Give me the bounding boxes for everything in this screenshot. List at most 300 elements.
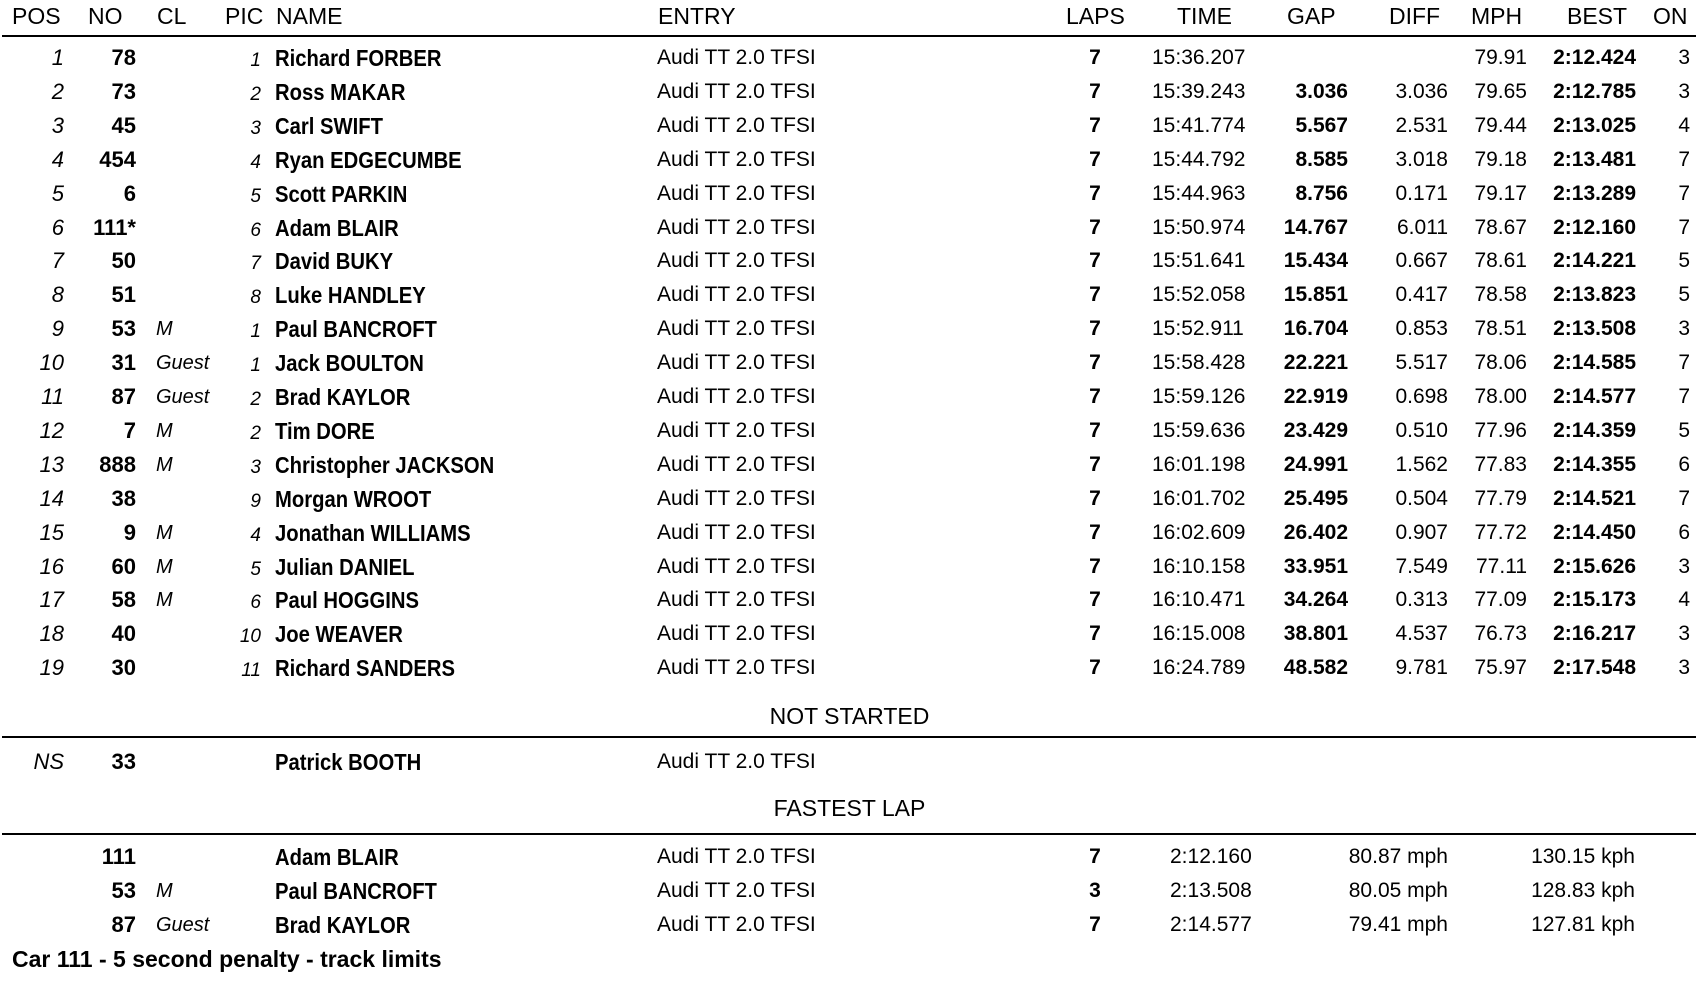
gap-cell: 16.704 bbox=[1283, 317, 1348, 341]
gap-cell: 34.264 bbox=[1283, 588, 1348, 612]
best-lap-cell: 2:14.221 bbox=[1553, 249, 1636, 273]
driver-name: Brad KAYLOR bbox=[275, 912, 411, 938]
speed-mph-cell: 79.41 mph bbox=[1348, 913, 1448, 936]
car-number-cell: 73 bbox=[111, 78, 136, 104]
header-divider bbox=[2, 35, 1696, 37]
lap-cell: 7 bbox=[1089, 845, 1101, 868]
best-lap-cell: 2:12.785 bbox=[1553, 79, 1636, 103]
gap-cell: 24.991 bbox=[1283, 452, 1348, 476]
laps-cell: 7 bbox=[1089, 520, 1101, 544]
driver-name: Julian DANIEL bbox=[275, 553, 415, 580]
entry-cell: Audi TT 2.0 TFSI bbox=[657, 486, 816, 510]
car-number-cell: 78 bbox=[111, 45, 136, 70]
driver-name: Morgan WROOT bbox=[275, 485, 432, 512]
diff-cell: 1.562 bbox=[1395, 452, 1448, 476]
car-number-cell: 30 bbox=[111, 655, 136, 681]
driver-name-cell bbox=[275, 177, 425, 211]
entry-cell: Audi TT 2.0 TFSI bbox=[657, 181, 816, 205]
time-cell: 15:44.792 bbox=[1152, 147, 1246, 171]
lap-time-cell: 2:12.160 bbox=[1170, 845, 1252, 868]
driver-name: Scott PARKIN bbox=[275, 180, 408, 207]
gap-cell: 14.767 bbox=[1283, 215, 1348, 239]
time-cell: 15:58.428 bbox=[1152, 351, 1246, 375]
car-number-cell: 6 bbox=[123, 180, 136, 206]
best-lap-cell: 2:14.355 bbox=[1553, 452, 1636, 476]
class-cell: M bbox=[156, 453, 173, 476]
mph-cell: 78.06 bbox=[1474, 351, 1527, 375]
header-mph: MPH bbox=[1471, 3, 1523, 29]
best-lap-cell: 2:13.025 bbox=[1553, 113, 1636, 137]
driver-name-cell bbox=[275, 109, 398, 143]
best-lap-on-cell: 7 bbox=[1678, 181, 1690, 205]
car-number-cell: 9 bbox=[123, 519, 136, 545]
driver-name: Paul HOGGINS bbox=[275, 587, 419, 614]
best-lap-on-cell: 4 bbox=[1678, 113, 1690, 137]
time-cell: 16:10.158 bbox=[1152, 554, 1246, 578]
position-cell: 7 bbox=[51, 248, 64, 274]
gap-cell: 15.851 bbox=[1283, 283, 1348, 307]
best-lap-cell: 2:12.160 bbox=[1553, 215, 1636, 239]
position-in-class-cell: 7 bbox=[250, 253, 261, 275]
car-number-cell: 454 bbox=[99, 146, 136, 172]
not-started-divider bbox=[2, 736, 1696, 738]
driver-name-cell bbox=[275, 346, 444, 380]
best-lap-on-cell: 7 bbox=[1678, 147, 1690, 171]
header-gap: GAP bbox=[1287, 3, 1336, 29]
position-cell: 14 bbox=[39, 485, 64, 511]
position-cell: 6 bbox=[51, 214, 64, 240]
driver-name-cell bbox=[275, 414, 388, 448]
result-row bbox=[0, 448, 1699, 482]
driver-name-cell bbox=[275, 745, 441, 779]
result-row bbox=[0, 312, 1699, 346]
driver-name-cell bbox=[275, 908, 429, 942]
class-cell: M bbox=[156, 318, 173, 341]
position-cell: 5 bbox=[51, 180, 64, 206]
gap-cell: 26.402 bbox=[1283, 520, 1348, 544]
position-in-class-cell: 5 bbox=[250, 185, 261, 207]
result-row bbox=[0, 583, 1699, 617]
driver-name-cell bbox=[275, 75, 423, 109]
mph-cell: 78.61 bbox=[1474, 249, 1527, 273]
best-lap-on-cell: 3 bbox=[1678, 46, 1690, 69]
header-pic: PIC bbox=[225, 3, 264, 29]
entry-cell: Audi TT 2.0 TFSI bbox=[657, 418, 816, 442]
position-in-class-cell: 3 bbox=[250, 117, 261, 139]
mph-cell: 79.17 bbox=[1474, 181, 1527, 205]
time-cell: 15:59.636 bbox=[1152, 418, 1246, 442]
class-cell: Guest bbox=[156, 914, 210, 936]
position-in-class-cell: 11 bbox=[241, 660, 261, 682]
driver-name-cell bbox=[275, 143, 487, 177]
best-lap-cell: 2:12.424 bbox=[1553, 46, 1636, 69]
best-lap-cell: 2:14.521 bbox=[1553, 486, 1636, 510]
laps-cell: 7 bbox=[1089, 181, 1101, 205]
driver-name: Luke HANDLEY bbox=[275, 282, 426, 309]
entry-cell: Audi TT 2.0 TFSI bbox=[657, 147, 816, 171]
position-in-class-cell: 2 bbox=[250, 389, 261, 410]
driver-name: Paul BANCROFT bbox=[275, 878, 437, 904]
driver-name-cell bbox=[275, 380, 429, 414]
time-cell: 15:36.207 bbox=[1152, 46, 1246, 69]
mph-cell: 78.00 bbox=[1474, 385, 1527, 408]
driver-name-cell bbox=[275, 516, 497, 550]
diff-cell: 3.036 bbox=[1395, 79, 1448, 103]
time-cell: 15:59.126 bbox=[1152, 385, 1246, 408]
driver-name: Richard FORBER bbox=[275, 45, 442, 71]
header-name: NAME bbox=[276, 3, 343, 29]
result-row bbox=[0, 244, 1699, 278]
header-time: TIME bbox=[1177, 3, 1232, 29]
laps-cell: 7 bbox=[1089, 317, 1101, 341]
position-cell: 2 bbox=[51, 78, 64, 104]
car-number-cell: 51 bbox=[111, 282, 136, 308]
entry-cell: Audi TT 2.0 TFSI bbox=[657, 317, 816, 341]
not-started-title: NOT STARTED bbox=[769, 703, 930, 729]
driver-name-cell bbox=[275, 617, 420, 651]
result-row bbox=[0, 143, 1699, 177]
car-number-cell: 53 bbox=[111, 316, 136, 342]
position-in-class-cell: 10 bbox=[239, 626, 261, 648]
position-cell: 8 bbox=[51, 282, 64, 308]
result-row bbox=[0, 516, 1699, 550]
laps-cell: 7 bbox=[1089, 147, 1101, 171]
best-lap-on-cell: 4 bbox=[1678, 588, 1690, 612]
position-cell: 18 bbox=[39, 621, 64, 647]
position-in-class-cell: 6 bbox=[250, 592, 261, 614]
best-lap-on-cell: 7 bbox=[1678, 351, 1690, 375]
gap-cell: 22.221 bbox=[1283, 351, 1348, 375]
driver-name: Tim DORE bbox=[275, 417, 375, 444]
driver-name: Adam BLAIR bbox=[275, 214, 399, 241]
driver-name: Patrick BOOTH bbox=[275, 749, 422, 775]
result-row bbox=[0, 380, 1699, 414]
best-lap-cell: 2:14.585 bbox=[1553, 351, 1636, 375]
best-lap-on-cell: 5 bbox=[1678, 418, 1690, 442]
lap-time-cell: 2:13.508 bbox=[1170, 879, 1252, 902]
driver-name: Adam BLAIR bbox=[275, 844, 399, 870]
entry-cell: Audi TT 2.0 TFSI bbox=[657, 845, 816, 868]
laps-cell: 7 bbox=[1089, 215, 1101, 239]
driver-name: Brad KAYLOR bbox=[275, 384, 411, 410]
speed-kph-cell: 127.81 kph bbox=[1531, 913, 1635, 936]
diff-cell: 7.549 bbox=[1395, 554, 1448, 578]
best-lap-on-cell: 5 bbox=[1678, 249, 1690, 273]
laps-cell: 7 bbox=[1089, 385, 1101, 408]
laps-cell: 7 bbox=[1089, 554, 1101, 578]
best-lap-cell: 2:14.577 bbox=[1553, 385, 1636, 408]
fastest-lap-divider bbox=[2, 833, 1696, 835]
result-row bbox=[0, 617, 1699, 651]
diff-cell: 4.537 bbox=[1395, 622, 1448, 646]
mph-cell: 79.65 bbox=[1474, 79, 1527, 103]
position-cell: 3 bbox=[51, 112, 64, 138]
class-cell: M bbox=[156, 589, 173, 612]
class-cell: Guest bbox=[156, 386, 210, 408]
laps-cell: 7 bbox=[1089, 418, 1101, 442]
driver-name: Joe WEAVER bbox=[275, 621, 403, 648]
mph-cell: 76.73 bbox=[1474, 622, 1527, 646]
time-cell: 16:01.702 bbox=[1152, 486, 1246, 510]
laps-cell: 7 bbox=[1089, 46, 1101, 69]
result-row bbox=[0, 41, 1699, 75]
driver-name-cell bbox=[275, 278, 446, 312]
entry-cell: Audi TT 2.0 TFSI bbox=[657, 79, 816, 103]
position-cell: 13 bbox=[39, 451, 64, 477]
best-lap-on-cell: 6 bbox=[1678, 452, 1690, 476]
position-in-class-cell: 2 bbox=[250, 422, 261, 444]
position-in-class-cell: 1 bbox=[250, 50, 261, 71]
lap-cell: 3 bbox=[1089, 879, 1101, 902]
time-cell: 15:52.058 bbox=[1152, 283, 1246, 307]
position-cell: 19 bbox=[39, 655, 64, 681]
best-lap-cell: 2:14.359 bbox=[1553, 418, 1636, 442]
mph-cell: 77.09 bbox=[1474, 588, 1527, 612]
time-cell: 15:51.641 bbox=[1152, 249, 1246, 273]
car-number-cell: 111* bbox=[93, 214, 136, 240]
header-on: ON bbox=[1653, 3, 1688, 29]
position-in-class-cell: 2 bbox=[250, 83, 261, 105]
best-lap-cell: 2:14.450 bbox=[1553, 520, 1636, 544]
car-number-cell: 31 bbox=[111, 350, 136, 376]
time-cell: 16:01.198 bbox=[1152, 452, 1246, 476]
car-number-cell: 38 bbox=[111, 485, 136, 511]
diff-cell: 0.853 bbox=[1395, 317, 1448, 341]
time-cell: 15:44.963 bbox=[1152, 181, 1246, 205]
mph-cell: 79.44 bbox=[1474, 113, 1527, 137]
entry-cell: Audi TT 2.0 TFSI bbox=[657, 520, 816, 544]
driver-name: Richard SANDERS bbox=[275, 655, 455, 682]
best-lap-on-cell: 3 bbox=[1678, 554, 1690, 578]
not-started-row bbox=[0, 745, 1699, 779]
class-cell: Guest bbox=[156, 352, 210, 375]
car-number-cell: 33 bbox=[111, 749, 136, 774]
position-cell: 1 bbox=[51, 45, 64, 70]
class-cell: M bbox=[156, 521, 173, 544]
result-row bbox=[0, 414, 1699, 448]
best-lap-cell: 2:13.508 bbox=[1553, 317, 1636, 341]
speed-kph-cell: 130.15 kph bbox=[1531, 845, 1635, 868]
diff-cell: 0.667 bbox=[1395, 249, 1448, 273]
position-in-class-cell: 1 bbox=[250, 321, 261, 343]
lap-time-cell: 2:14.577 bbox=[1170, 913, 1252, 936]
gap-cell: 25.495 bbox=[1283, 486, 1348, 510]
time-cell: 15:39.243 bbox=[1152, 79, 1246, 103]
entry-cell: Audi TT 2.0 TFSI bbox=[657, 249, 816, 273]
diff-cell: 3.018 bbox=[1395, 147, 1448, 171]
time-cell: 15:41.774 bbox=[1152, 113, 1246, 137]
header-best: BEST bbox=[1567, 3, 1628, 29]
driver-name-cell bbox=[275, 41, 464, 75]
diff-cell: 0.417 bbox=[1395, 283, 1448, 307]
fastest-lap-title: FASTEST LAP bbox=[773, 795, 926, 821]
header-laps: LAPS bbox=[1066, 3, 1125, 29]
driver-name: Jonathan WILLIAMS bbox=[275, 519, 471, 546]
result-row bbox=[0, 550, 1699, 584]
driver-name-cell bbox=[275, 651, 479, 685]
diff-cell: 0.504 bbox=[1395, 486, 1448, 510]
mph-cell: 79.91 bbox=[1474, 46, 1527, 69]
gap-cell: 5.567 bbox=[1295, 113, 1348, 137]
entry-cell: Audi TT 2.0 TFSI bbox=[657, 622, 816, 646]
entry-cell: Audi TT 2.0 TFSI bbox=[657, 750, 816, 773]
best-lap-on-cell: 7 bbox=[1678, 486, 1690, 510]
diff-cell: 2.531 bbox=[1395, 113, 1448, 137]
best-lap-on-cell: 3 bbox=[1678, 317, 1690, 341]
position-cell: 11 bbox=[41, 384, 64, 409]
position-cell: 9 bbox=[51, 316, 64, 342]
mph-cell: 77.79 bbox=[1474, 486, 1527, 510]
mph-cell: 79.18 bbox=[1474, 147, 1527, 171]
fastest-lap-row bbox=[0, 908, 1699, 942]
best-lap-on-cell: 7 bbox=[1678, 215, 1690, 239]
position-cell: NS bbox=[33, 749, 64, 774]
best-lap-on-cell: 6 bbox=[1678, 520, 1690, 544]
header-no: NO bbox=[88, 3, 123, 29]
driver-name-cell bbox=[275, 482, 453, 516]
laps-cell: 7 bbox=[1089, 588, 1101, 612]
penalty-note: Car 111 - 5 second penalty - track limits bbox=[12, 946, 442, 972]
car-number-cell: 87 bbox=[111, 912, 136, 937]
car-number-cell: 53 bbox=[111, 878, 136, 903]
driver-name: Carl SWIFT bbox=[275, 112, 383, 139]
laps-cell: 7 bbox=[1089, 452, 1101, 476]
entry-cell: Audi TT 2.0 TFSI bbox=[657, 283, 816, 307]
best-lap-on-cell: 7 bbox=[1678, 385, 1690, 408]
mph-cell: 77.83 bbox=[1474, 452, 1527, 476]
entry-cell: Audi TT 2.0 TFSI bbox=[657, 879, 816, 902]
position-cell: 17 bbox=[39, 587, 64, 613]
laps-cell: 7 bbox=[1089, 656, 1101, 680]
mph-cell: 77.11 bbox=[1476, 554, 1527, 578]
driver-name: Christopher JACKSON bbox=[275, 451, 495, 478]
best-lap-cell: 2:15.173 bbox=[1553, 588, 1636, 612]
laps-cell: 7 bbox=[1089, 283, 1101, 307]
diff-cell: 0.698 bbox=[1395, 385, 1448, 408]
position-in-class-cell: 4 bbox=[250, 524, 261, 546]
position-in-class-cell: 6 bbox=[250, 219, 261, 241]
position-cell: 4 bbox=[51, 146, 64, 172]
class-cell: M bbox=[156, 555, 173, 578]
speed-kph-cell: 128.83 kph bbox=[1531, 879, 1635, 902]
time-cell: 15:50.974 bbox=[1152, 215, 1246, 239]
result-row bbox=[0, 75, 1699, 109]
mph-cell: 77.72 bbox=[1474, 520, 1527, 544]
diff-cell: 0.313 bbox=[1395, 588, 1448, 612]
best-lap-on-cell: 3 bbox=[1678, 79, 1690, 103]
best-lap-cell: 2:13.289 bbox=[1553, 181, 1636, 205]
position-in-class-cell: 4 bbox=[250, 151, 261, 173]
header-entry: ENTRY bbox=[658, 3, 736, 29]
driver-name-cell bbox=[275, 244, 409, 278]
result-row bbox=[0, 109, 1699, 143]
position-cell: 15 bbox=[39, 519, 64, 545]
mph-cell: 75.97 bbox=[1474, 656, 1527, 680]
driver-name-cell bbox=[275, 448, 524, 482]
result-row bbox=[0, 177, 1699, 211]
driver-name-cell bbox=[275, 550, 433, 584]
entry-cell: Audi TT 2.0 TFSI bbox=[657, 656, 816, 680]
diff-cell: 0.510 bbox=[1395, 418, 1448, 442]
time-cell: 15:52.911 bbox=[1152, 317, 1244, 341]
diff-cell: 9.781 bbox=[1395, 656, 1448, 680]
time-cell: 16:10.471 bbox=[1152, 588, 1246, 612]
car-number-cell: 87 bbox=[111, 384, 136, 409]
position-cell: 12 bbox=[39, 417, 64, 443]
car-number-cell: 60 bbox=[111, 553, 136, 579]
car-number-cell: 7 bbox=[123, 417, 136, 443]
diff-cell: 0.171 bbox=[1395, 181, 1448, 205]
speed-mph-cell: 80.87 mph bbox=[1348, 845, 1448, 868]
car-number-cell: 58 bbox=[111, 587, 136, 613]
time-cell: 16:24.789 bbox=[1152, 656, 1246, 680]
entry-cell: Audi TT 2.0 TFSI bbox=[657, 588, 816, 612]
entry-cell: Audi TT 2.0 TFSI bbox=[657, 452, 816, 476]
gap-cell: 23.429 bbox=[1283, 418, 1348, 442]
fastest-lap-row bbox=[0, 840, 1699, 874]
entry-cell: Audi TT 2.0 TFSI bbox=[657, 554, 816, 578]
entry-cell: Audi TT 2.0 TFSI bbox=[657, 46, 816, 69]
laps-cell: 7 bbox=[1089, 113, 1101, 137]
class-cell: M bbox=[156, 880, 173, 902]
result-row bbox=[0, 346, 1699, 380]
gap-cell: 33.951 bbox=[1283, 554, 1348, 578]
result-row bbox=[0, 211, 1699, 245]
driver-name: David BUKY bbox=[275, 248, 394, 275]
driver-name-cell bbox=[275, 583, 439, 617]
car-number-cell: 40 bbox=[111, 621, 136, 647]
position-in-class-cell: 8 bbox=[250, 287, 261, 309]
laps-cell: 7 bbox=[1089, 622, 1101, 646]
car-number-cell: 888 bbox=[99, 451, 136, 477]
driver-name-cell bbox=[275, 874, 459, 908]
gap-cell: 8.585 bbox=[1295, 147, 1348, 171]
position-in-class-cell: 9 bbox=[250, 490, 261, 512]
entry-cell: Audi TT 2.0 TFSI bbox=[657, 351, 816, 375]
car-number-cell: 111 bbox=[101, 844, 136, 869]
position-in-class-cell: 3 bbox=[250, 456, 261, 478]
driver-name-cell bbox=[275, 211, 416, 245]
best-lap-on-cell: 3 bbox=[1678, 622, 1690, 646]
diff-cell: 5.517 bbox=[1395, 351, 1448, 375]
diff-cell: 0.907 bbox=[1395, 520, 1448, 544]
gap-cell: 22.919 bbox=[1283, 385, 1348, 408]
result-row bbox=[0, 651, 1699, 685]
mph-cell: 78.58 bbox=[1474, 283, 1527, 307]
position-in-class-cell: 1 bbox=[250, 355, 261, 377]
best-lap-cell: 2:15.626 bbox=[1553, 554, 1636, 578]
position-in-class-cell: 5 bbox=[250, 558, 261, 580]
header-pos: POS bbox=[12, 3, 61, 29]
entry-cell: Audi TT 2.0 TFSI bbox=[657, 113, 816, 137]
mph-cell: 78.67 bbox=[1474, 215, 1527, 239]
driver-name: Paul BANCROFT bbox=[275, 316, 437, 343]
position-cell: 16 bbox=[39, 553, 64, 579]
mph-cell: 77.96 bbox=[1474, 418, 1527, 442]
driver-name-cell bbox=[275, 840, 416, 874]
best-lap-cell: 2:16.217 bbox=[1553, 622, 1636, 646]
best-lap-cell: 2:13.823 bbox=[1553, 283, 1636, 307]
position-cell: 10 bbox=[39, 350, 64, 376]
header-cl: CL bbox=[157, 3, 187, 29]
header-diff: DIFF bbox=[1389, 3, 1441, 29]
best-lap-on-cell: 5 bbox=[1678, 283, 1690, 307]
driver-name: Ryan EDGECUMBE bbox=[275, 146, 462, 173]
best-lap-cell: 2:13.481 bbox=[1553, 147, 1636, 171]
entry-cell: Audi TT 2.0 TFSI bbox=[657, 385, 816, 408]
lap-cell: 7 bbox=[1089, 913, 1101, 936]
entry-cell: Audi TT 2.0 TFSI bbox=[657, 215, 816, 239]
